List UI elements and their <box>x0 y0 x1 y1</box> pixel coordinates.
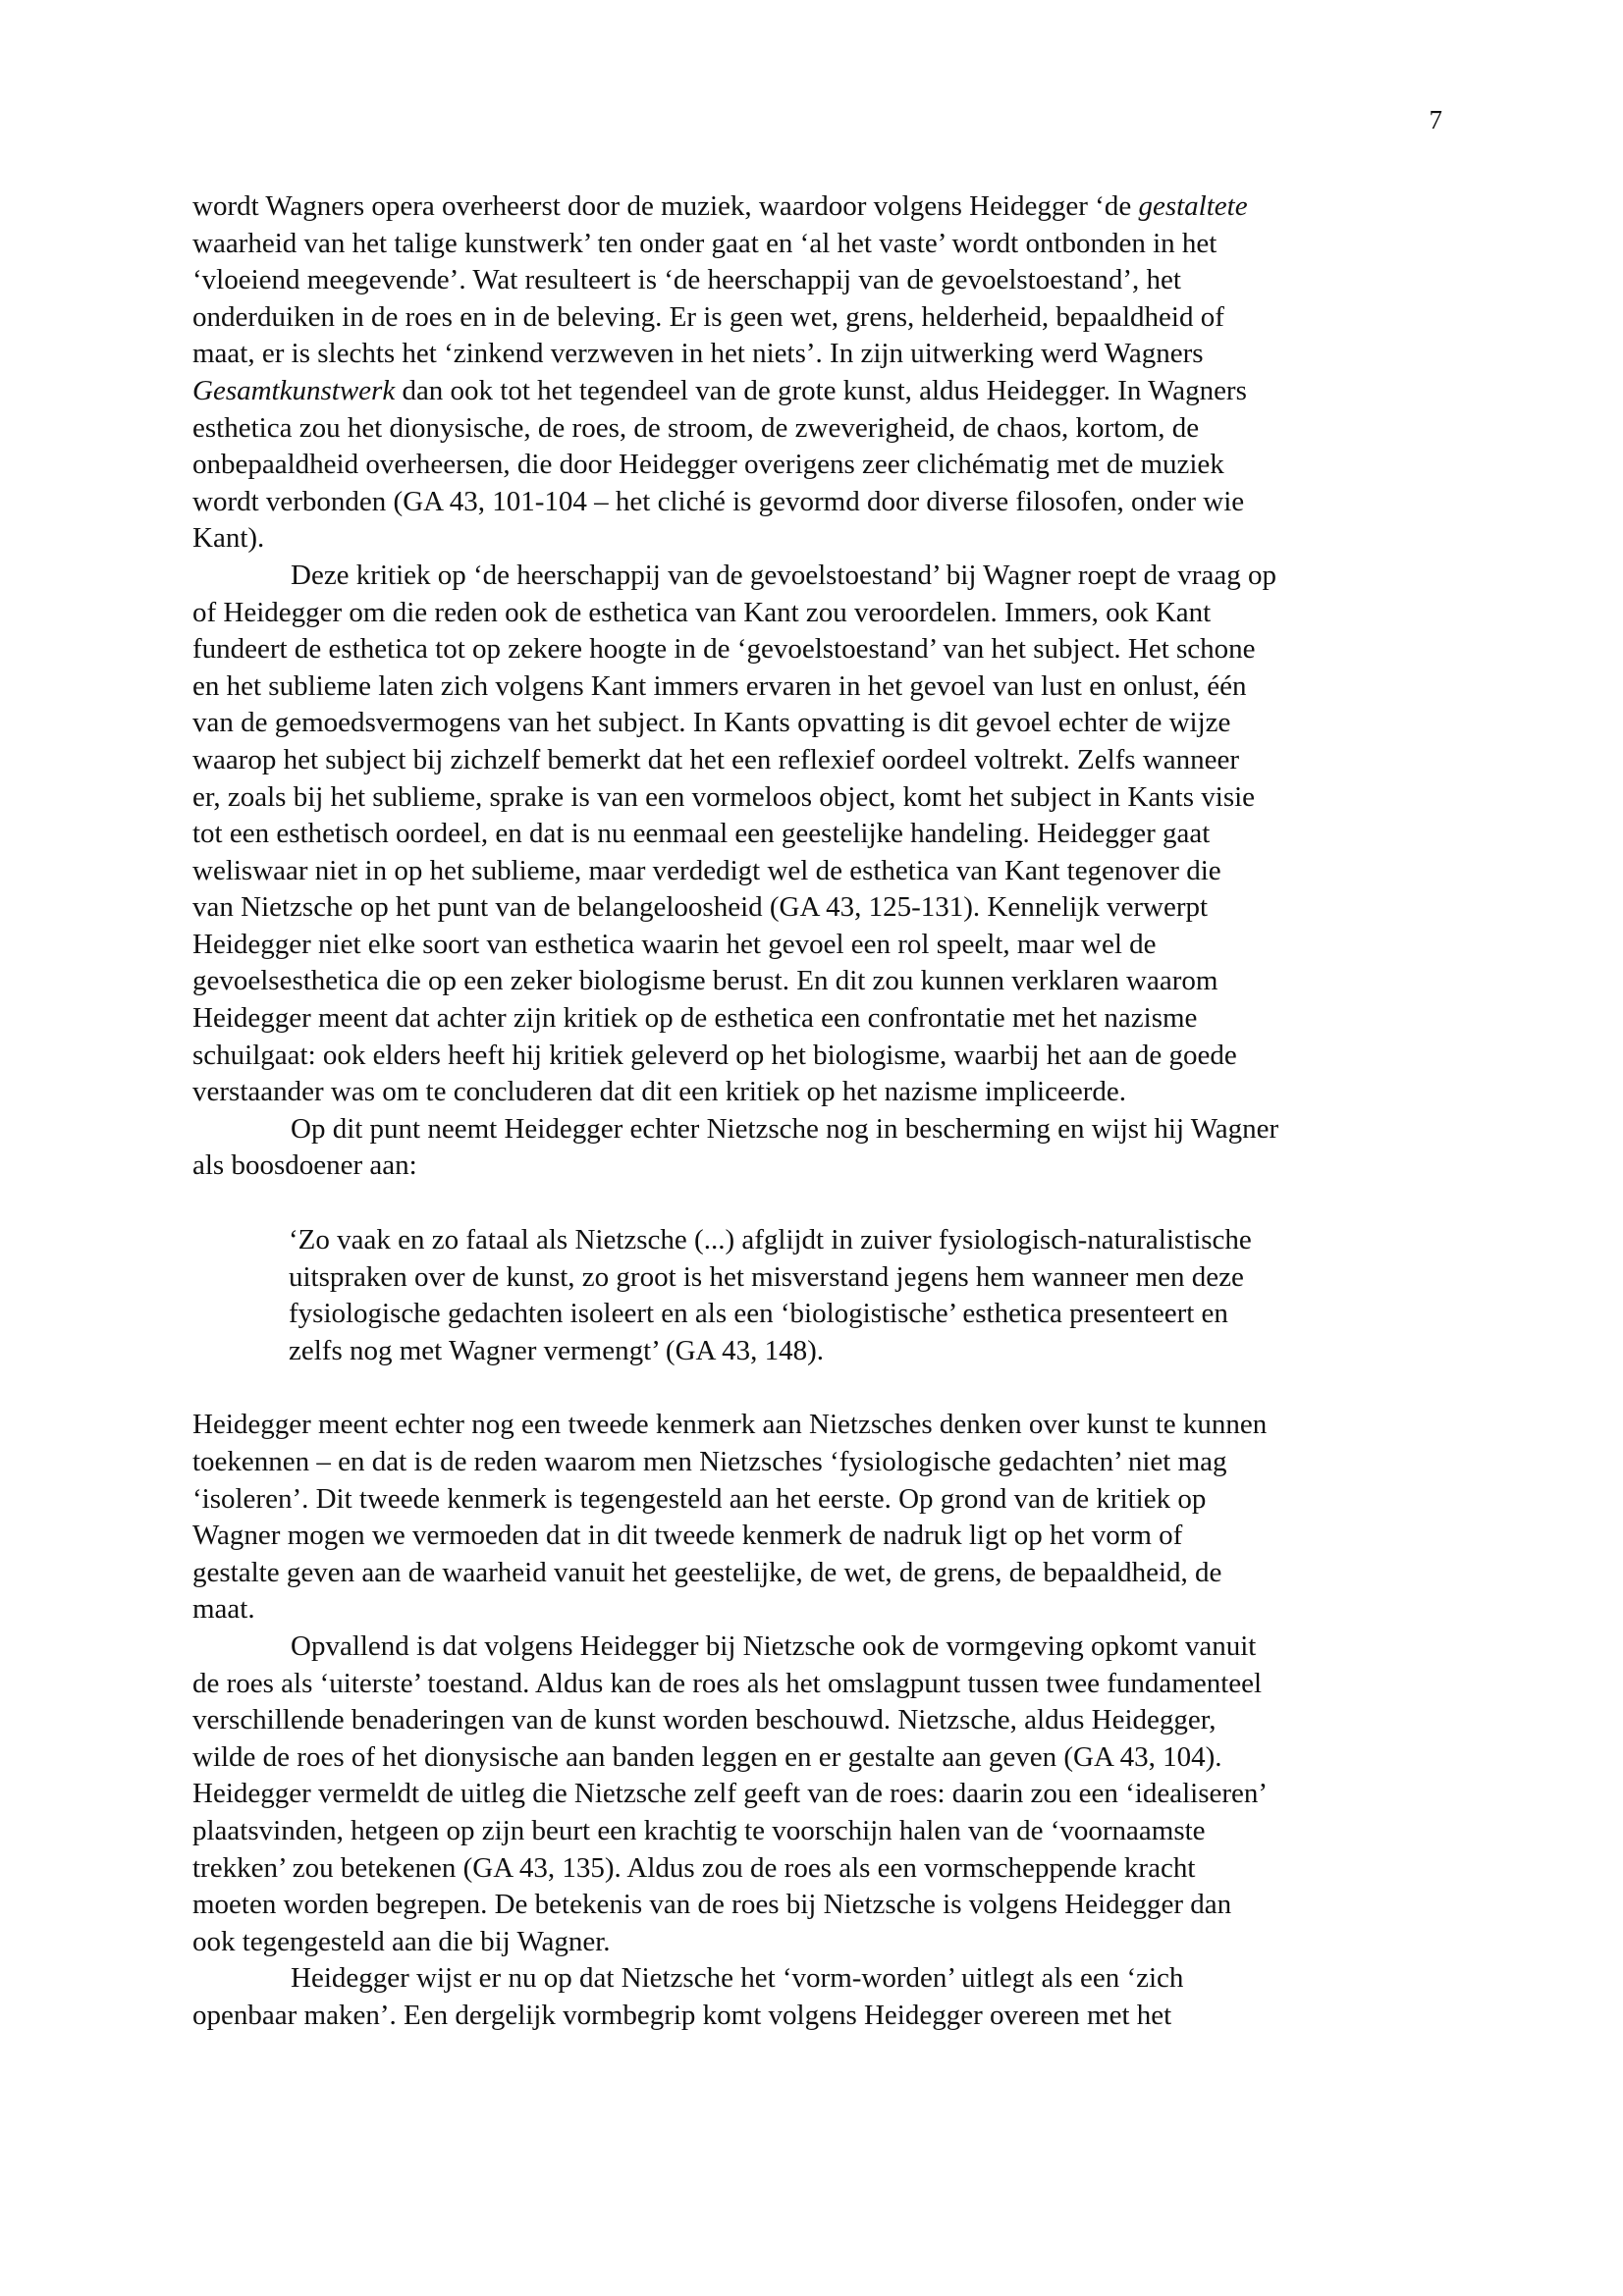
paragraph-2 <box>192 558 1441 1111</box>
text-line: ‘isoleren’. Dit tweede kenmerk is tegengesteld aan het eerste. Op grond van de kritiek op <box>192 1482 1207 1515</box>
text-line: maat. <box>192 1593 255 1626</box>
text-line: als boosdoener aan: <box>192 1149 417 1182</box>
quote-line: uitspraken over de kunst, zo groot is het misverstand jegens hem wanneer men deze <box>289 1260 1244 1293</box>
text-line: trekken’ zou betekenen (GA 43, 135). Aldus zou de roes als een vormscheppende kracht <box>192 1851 1196 1884</box>
text-line: esthetica zou het dionysische, de roes, de stroom, de zweverigheid, de chaos, kortom, de <box>192 411 1200 444</box>
text-line: of Heidegger om die reden ook de esthetica van Kant zou veroordelen. Immers, ook Kant <box>192 596 1212 628</box>
text-line: maat, er is slechts het ‘zinkend verzweven in het niets’. In zijn uitwerking werd Wagners <box>192 338 1204 370</box>
text-line: Op dit punt neemt Heidegger echter Nietzsche nog in bescherming en wijst hij Wagner <box>291 1112 1279 1145</box>
italic-term: Gesamtkunstwerk <box>192 374 396 406</box>
italic-term: gestaltete <box>1138 190 1248 222</box>
text-line: gestalte geven aan de waarheid vanuit het geestelijke, de wet, de grens, de bepaaldheid, de <box>192 1556 1222 1588</box>
paragraph-3 <box>192 1111 1441 1185</box>
text-line: Heidegger meent echter nog een tweede kenmerk aan Nietzsches denken over kunst te kunnen <box>192 1409 1268 1441</box>
text-line: Opvallend is dat volgens Heidegger bij Nietzsche ook de vormgeving opkomt vanuit <box>291 1629 1257 1662</box>
text-line: plaatsvinden, hetgeen op zijn beurt een krachtig te voorschijn halen van de ‘voornaamste <box>192 1814 1206 1846</box>
quote-line: fysiologische gedachten isoleert en als een ‘biologistische’ esthetica presenteert en <box>289 1298 1228 1330</box>
text-line: en het sublieme laten zich volgens Kant immers ervaren in het gevoel van lust en onlust, één <box>192 669 1247 702</box>
paragraph-1 <box>192 188 1441 558</box>
text-line: moeten worden begrepen. De betekenis van de roes bij Nietzsche is volgens Heidegger dan <box>192 1889 1232 1921</box>
text-line: Heidegger meent dat achter zijn kritiek op de esthetica een confrontatie met het nazisme <box>192 1002 1198 1035</box>
text-line: Heidegger niet elke soort van esthetica waarin het gevoel een rol speelt, maar wel de <box>192 928 1157 960</box>
text-line: onderduiken in de roes en in de beleving. Er is geen wet, grens, helderheid, bepaaldheid of <box>192 300 1224 333</box>
quote-line: zelfs nog met Wagner vermengt’ (GA 43, 148). <box>289 1334 825 1366</box>
paragraph-5 <box>192 1629 1441 1960</box>
text-line: wordt Wagners opera overheerst door de muziek, waardoor volgens Heidegger ‘de gestaltete <box>192 190 1248 222</box>
text-line: weliswaar niet in op het sublieme, maar verdedigt wel de esthetica van Kant tegenover die <box>192 854 1221 886</box>
text-line: waarop het subject bij zichzelf bemerkt dat het een reflexief oordeel voltrekt. Zelfs wanneer <box>192 743 1240 775</box>
text-line: Heidegger vermeldt de uitleg die Nietzsche zelf geeft van de roes: daarin zou een ‘idealiseren’ <box>192 1778 1269 1810</box>
text-line: de roes als ‘uiterste’ toestand. Aldus kan de roes als het omslagpunt tussen twee fundamenteel <box>192 1667 1263 1699</box>
text-line: Wagner mogen we vermoeden dat in dit tweede kenmerk de nadruk ligt op het vorm of <box>192 1520 1183 1552</box>
block-quote <box>289 1222 1406 1369</box>
text-line: van de gemoedsvermogens van het subject. In Kants opvatting is dit gevoel echter de wijze <box>192 707 1231 739</box>
text-line: verschillende benaderingen van de kunst worden beschouwd. Nietzsche, aldus Heidegger, <box>192 1704 1217 1736</box>
text-line: wilde de roes of het dionysische aan banden leggen en er gestalte aan geven (GA 43, 104). <box>192 1740 1222 1773</box>
text-line: fundeert de esthetica tot op zekere hoogte in de ‘gevoelstoestand’ van het subject. Het schone <box>192 633 1256 666</box>
paragraph-4 <box>192 1407 1441 1629</box>
text-line: waarheid van het talige kunstwerk’ ten onder gaat en ‘al het vaste’ wordt ontbonden in het <box>192 227 1217 259</box>
text-line: Deze kritiek op ‘de heerschappij van de gevoelstoestand’ bij Wagner roept de vraag op <box>291 559 1276 591</box>
paragraph-6 <box>192 1960 1441 2034</box>
text-line: Gesamtkunstwerk dan ook tot het tegendeel van de grote kunst, aldus Heidegger. In Wagners <box>192 374 1247 406</box>
text-line: Kant). <box>192 522 265 555</box>
document-body <box>192 188 1441 2035</box>
text-line: openbaar maken’. Een dergelijk vormbegrip komt volgens Heidegger overeen met het <box>192 1999 1172 2031</box>
text-line: schuilgaat: ook elders heeft hij kritiek geleverd op het biologisme, waarbij het aan de goede <box>192 1039 1237 1071</box>
text-line: er, zoals bij het sublieme, sprake is van een vormeloos object, komt het subject in Kants visie <box>192 780 1256 813</box>
page-number: 7 <box>1429 105 1442 134</box>
text-line: wordt verbonden (GA 43, 101-104 – het cliché is gevormd door diverse filosofen, onder wie <box>192 485 1245 517</box>
text-line: van Nietzsche op het punt van de belangeloosheid (GA 43, 125-131). Kennelijk verwerpt <box>192 891 1209 924</box>
text-line: onbepaaldheid overheersen, die door Heidegger overigens zeer clichématig met de muziek <box>192 449 1224 481</box>
text-line: ‘vloeiend meegevende’. Wat resulteert is ‘de heerschappij van de gevoelstoestand’, het <box>192 264 1181 296</box>
text-line: ook tegengesteld aan die bij Wagner. <box>192 1925 611 1957</box>
text-line: Heidegger wijst er nu op dat Nietzsche het ‘vorm-worden’ uitlegt als een ‘zich <box>291 1962 1184 1995</box>
text-line: verstaander was om te concluderen dat dit een kritiek op het nazisme impliceerde. <box>192 1076 1126 1108</box>
quote-line: ‘Zo vaak en zo fataal als Nietzsche (...) afglijdt in zuiver fysiologisch-naturalistische <box>289 1224 1252 1256</box>
text-line: toekennen – en dat is de reden waarom men Nietzsches ‘fysiologische gedachten’ niet mag <box>192 1446 1227 1477</box>
text-line: tot een esthetisch oordeel, en dat is nu eenmaal een geestelijke handeling. Heidegger gaat <box>192 818 1211 850</box>
text-line: gevoelsesthetica die op een zeker biologisme berust. En dit zou kunnen verklaren waarom <box>192 965 1218 997</box>
